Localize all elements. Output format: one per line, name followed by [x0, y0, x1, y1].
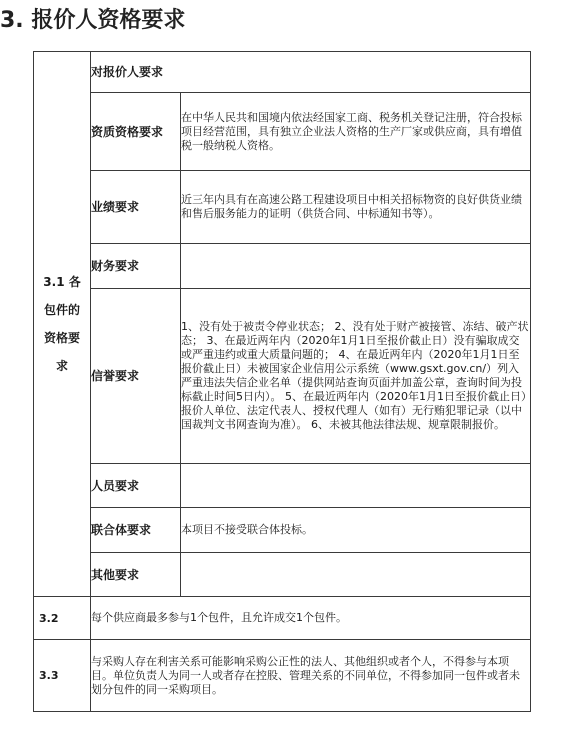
table-row: [34, 244, 531, 289]
row-content: [181, 464, 531, 508]
section-3-3-content: 与采购人存在利害关系可能影响采购公正性的法人、其他组织或者个人，不得参与本项目。单位负责人为同一人或者存在控股、管理关系的不同单位，不得参加同一包件或者未划分包件的同一采购项目。: [91, 640, 531, 712]
table-row: [34, 171, 531, 244]
row-label: 信誉要求: [91, 289, 181, 464]
row-label: 其他要求: [91, 553, 181, 597]
row-content: 近三年内具有在高速公路工程建设项目中相关招标物资的良好供货业绩和售后服务能力的证明（供货合同、中标通知书等）。: [181, 171, 531, 244]
row-label: 资质资格要求: [91, 93, 181, 171]
header-label: 对报价人要求: [91, 52, 531, 93]
section-3-1-label: [34, 52, 91, 597]
section-3-2-number: 3.2: [34, 597, 91, 640]
section-3-1-text: 3.1 各包件的资格要求: [43, 275, 81, 373]
row-label: 人员要求: [91, 464, 181, 508]
section-3-3-number: 3.3: [34, 640, 91, 712]
row-label: 财务要求: [91, 244, 181, 289]
table-row: [34, 464, 531, 508]
row-label: 联合体要求: [91, 508, 181, 553]
section-3-2-content: 每个供应商最多参与1个包件，且允许成交1个包件。: [91, 597, 531, 640]
row-label: 业绩要求: [91, 171, 181, 244]
row-content: 本项目不接受联合体投标。: [181, 508, 531, 553]
row-content: [181, 553, 531, 597]
section-heading: 3. 报价人资格要求: [0, 8, 186, 33]
section-3-2-row: [34, 597, 531, 640]
row-content: 在中华人民共和国境内依法经国家工商、税务机关登记注册，符合投标项目经营范围，具有独立企业法人资格的生产厂家或供应商，具有增值税一般纳税人资格。: [181, 93, 531, 171]
table-row: [34, 93, 531, 171]
row-content: 1、没有处于被责令停业状态； 2、没有处于财产被接管、冻结、破产状态； 3、在最近两年内（2020年1月1日至报价截止日）没有骗取成交或严重违约或重大质量问题的； 4、在最近两年内（2020年1月1日至报价截止日）未被国家企业信用公示系统（www.gsxt.gov.cn/）列入严重违法失信企业名单（提供网站查询页面并加盖公章，查询时间为投标截止时间5日内）。 5、在最近两年内（2020年1月1日至报价截止日）报价人单位、法定代表人、授权代理人（如有）无行贿犯罪记录（以中国裁判文书网查询为准）。 6、未被其他法律法规、规章限制报价。: [181, 289, 531, 464]
qualification-table: [33, 51, 531, 712]
table-row: [34, 508, 531, 553]
table-row: [34, 289, 531, 464]
section-3-3-row: [34, 640, 531, 712]
table-row: [34, 553, 531, 597]
row-content: [181, 244, 531, 289]
